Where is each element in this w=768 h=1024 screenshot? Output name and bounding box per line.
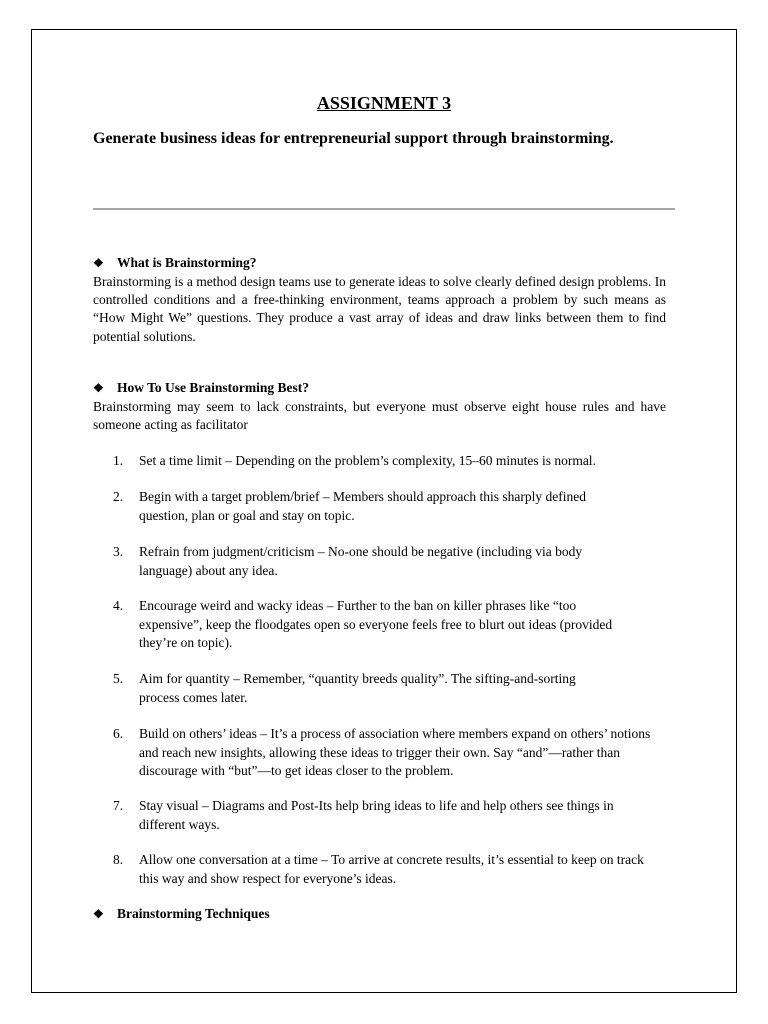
list-item-text: Aim for quantity – Remember, “quantity breeds quality”. The sifting-and-sorting process comes later. [139,671,576,705]
list-item-text: Set a time limit – Depending on the problem’s complexity, 15–60 minutes is normal. [139,453,596,468]
list-item-number: 8. [113,852,124,867]
list-item-text: Allow one conversation at a time – To arrive at concrete results, it’s essential to keep on track this way and show respect for everyone’s ideas. [139,852,644,886]
section-heading-brainstorming-techniques [93,906,270,922]
document-title: ASSIGNMENT 3 [316,93,452,113]
diamond-bullet-icon: ❖ [93,255,104,270]
document-subtitle: Generate business ideas for entrepreneurial support through brainstorming. [93,130,614,147]
list-item-text: Refrain from judgment/criticism – No-one should be negative (including via body language) about any idea. [139,544,583,578]
list-item-number: 1. [113,453,124,468]
section-body-how-to-use: Brainstorming may seem to lack constraints, but everyone must observe eight house rules and have someone acting as facilitator [93,399,666,433]
list-item-number: 7. [113,798,124,813]
section-heading-how-to-use [93,380,309,396]
list-item-text: Begin with a target problem/brief – Members should approach this sharply defined question, plan or goal and stay on topic. [139,489,587,523]
list-item-text: Stay visual – Diagrams and Post-Its help bring ideas to life and help others see things in different ways. [139,798,614,832]
list-item-number: 2. [113,489,124,504]
section-heading-text: Brainstorming Techniques [117,906,270,921]
horizontal-divider [93,208,675,210]
list-item-text: Encourage weird and wacky ideas – Further to the ban on killer phrases like “too expensive”, keep the floodgates open so everyone feels free to blurt out ideas (provided they’re on topic). [139,598,613,650]
diamond-bullet-icon: ❖ [93,906,104,921]
list-item-number: 5. [113,671,124,686]
list-item-number: 6. [113,726,124,741]
section-body-what-is-brainstorming: Brainstorming is a method design teams use to generate ideas to solve clearly defined design problems. In controlled conditions and a free-thinking environment, teams approach a problem by such means as “How Might We” questions. They produce a vast array of ideas and draw links between them to find potential solutions. [93,274,666,344]
section-heading-text: How To Use Brainstorming Best? [117,380,310,395]
list-item-number: 4. [113,598,124,613]
diamond-bullet-icon: ❖ [93,380,104,395]
section-heading-text: What is Brainstorming? [117,255,257,270]
list-item-number: 3. [113,544,124,559]
section-heading-what-is-brainstorming [93,255,257,271]
list-item-text: Build on others’ ideas – It’s a process of association where members expand on others’ notions and reach new insights, allowing these ideas to trigger their own. Say “and”—rather than discourage with “but”—to get ideas closer to the problem. [139,726,651,778]
